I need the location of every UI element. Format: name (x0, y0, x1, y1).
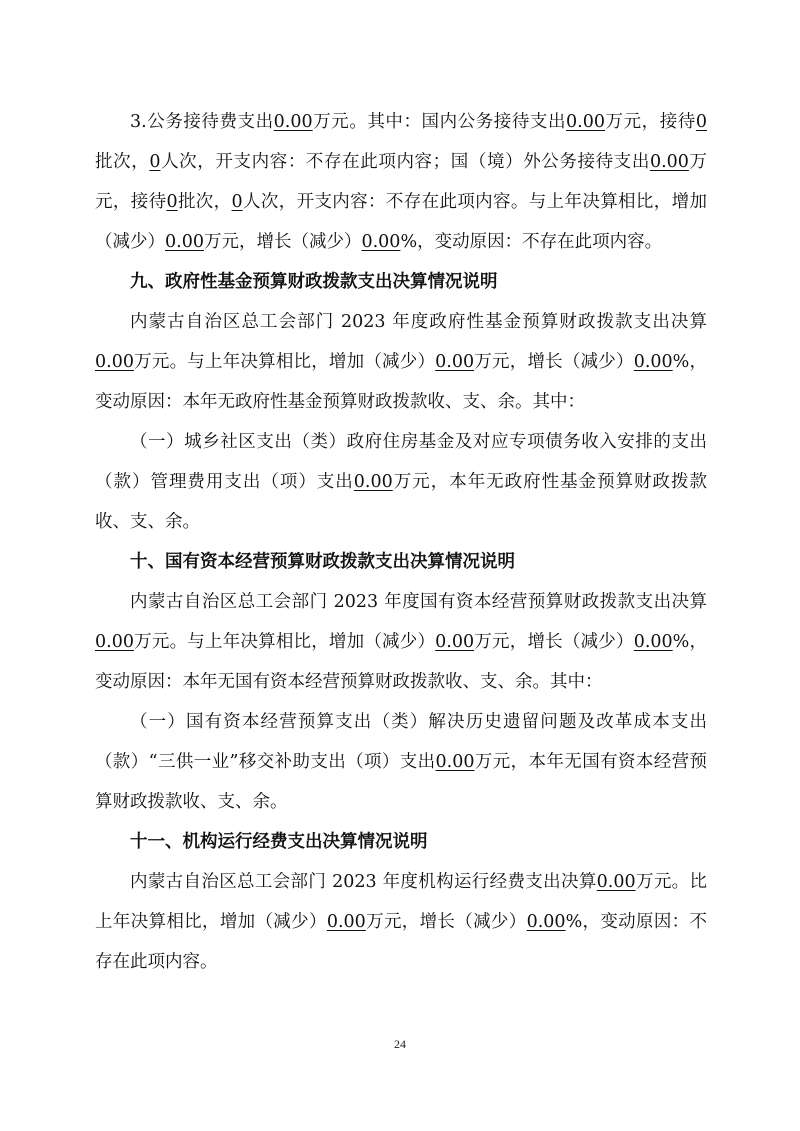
underlined-value: 0 (695, 112, 707, 132)
text-segment: 人次，开支内容：不存在此项内容；国（境）外公务接待支出 (160, 152, 650, 172)
heading-agency-operating-expenses (95, 822, 707, 862)
underlined-value: 0.00 (526, 912, 566, 932)
document-body (95, 102, 707, 982)
text-segment: 内蒙古自治区总工会部门 2023 年度机构运行经费支出决算 (130, 872, 597, 892)
underlined-value: 0.00 (633, 632, 673, 652)
text-segment: %，变动原因：不存在此项内容。 (400, 232, 663, 252)
text-segment: 万元，增长（减少） (365, 912, 527, 932)
text-segment: %，变动原因：不存在此项内容。 (95, 912, 708, 972)
underlined-value: 0 (149, 152, 161, 172)
paragraph-official-reception-expenses (95, 102, 707, 262)
text-segment: 人次，开支内容：不存在此项内容。与上年决算相比，增加（减少） (95, 192, 707, 252)
underlined-value: 0.00 (633, 352, 673, 372)
text-segment: %，变动原因：本年无政府性基金预算财政拨款收、支、余。其中： (95, 352, 708, 412)
underlined-value: 0 (231, 192, 243, 212)
text-segment: 万元。比上年决算相比，增加（减少） (95, 872, 708, 932)
paragraph-government-fund-item-1 (95, 422, 707, 542)
text-segment: （一）城乡社区支出（类）政府住房基金及对应专项债务收入安排的支出（款）管理费用支出（项）支出 (95, 432, 707, 492)
underlined-value: 0.00 (95, 352, 134, 372)
paragraph-agency-operating-summary (95, 862, 707, 982)
text-segment: （一）国有资本经营预算支出（类）解决历史遗留问题及改革成本支出（款）“三供一业”移交补助支出（项）支出 (95, 712, 707, 772)
text-segment: 万元，本年无政府性基金预算财政拨款收、支、余。 (95, 472, 708, 532)
text-segment: 批次， (177, 192, 232, 212)
text-segment: 内蒙古自治区总工会部门 2023 年度国有资本经营预算财政拨款支出决算 (130, 592, 707, 612)
underlined-value: 0.00 (435, 352, 475, 372)
text-segment: 内蒙古自治区总工会部门 2023 年度政府性基金预算财政拨款支出决算 (130, 312, 707, 332)
text-segment: 万元，本年无国有资本经营预算财政拨款收、支、余。 (95, 752, 707, 812)
underlined-value: 0.00 (649, 152, 689, 172)
underlined-value: 0.00 (361, 232, 401, 252)
underlined-value: 0.00 (596, 872, 636, 892)
text-segment: %，变动原因：本年无国有资本经营预算财政拨款收、支、余。其中： (95, 632, 708, 692)
paragraph-state-capital-item-1 (95, 702, 707, 822)
text-segment: 3.公务接待费支出 (130, 112, 274, 132)
text-segment: 十一、机构运行经费支出决算情况说明 (130, 832, 428, 852)
text-segment: 九、政府性基金预算财政拨款支出决算情况说明 (130, 272, 498, 292)
text-segment: 万元，增长（减少） (203, 232, 362, 252)
text-segment: 万元。与上年决算相比，增加（减少） (133, 632, 436, 652)
underlined-value: 0.00 (435, 752, 475, 772)
underlined-value: 0.00 (273, 112, 313, 132)
text-segment: 批次， (95, 152, 150, 172)
underlined-value: 0.00 (165, 232, 204, 252)
text-segment: 十、国有资本经营预算财政拨款支出决算情况说明 (130, 552, 515, 572)
paragraph-government-fund-summary (95, 302, 707, 422)
text-segment: 万元，接待 (605, 112, 696, 132)
page-number: 24 (394, 1037, 406, 1051)
underlined-value: 0.00 (326, 912, 366, 932)
text-segment: 万元，增长（减少） (474, 632, 634, 652)
heading-state-capital-budget (95, 542, 707, 582)
text-segment: 万元。其中：国内公务接待支出 (312, 112, 567, 132)
paragraph-state-capital-summary (95, 582, 707, 702)
text-segment: 万元，接待 (95, 152, 708, 212)
heading-government-fund-budget (95, 262, 707, 302)
underlined-value: 0.00 (435, 632, 475, 652)
underlined-value: 0.00 (95, 632, 134, 652)
text-segment: 万元。与上年决算相比，增加（减少） (133, 352, 436, 372)
underlined-value: 0.00 (353, 472, 393, 492)
underlined-value: 0 (166, 192, 178, 212)
underlined-value: 0.00 (566, 112, 605, 132)
text-segment: 万元，增长（减少） (474, 352, 634, 372)
